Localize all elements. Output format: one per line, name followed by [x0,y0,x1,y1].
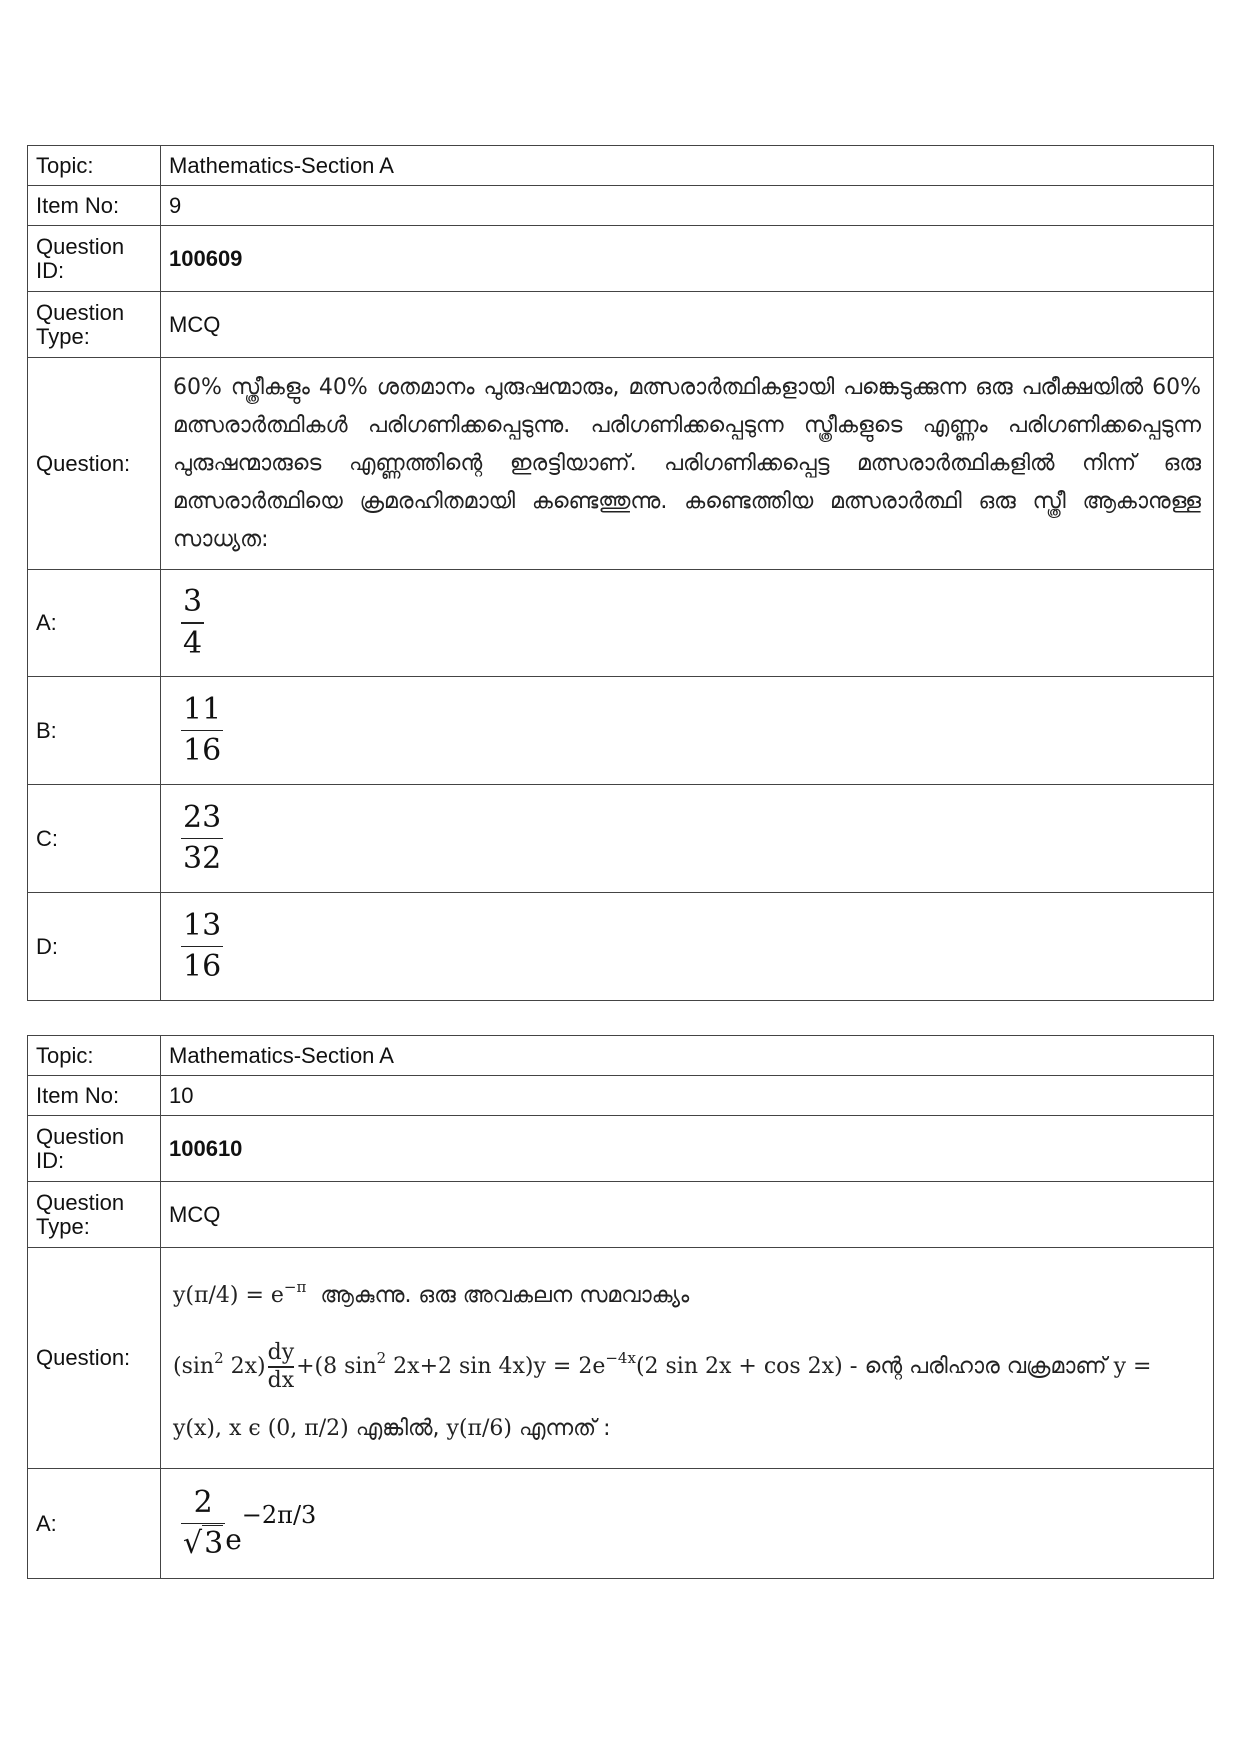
option-a-denominator: √3 [183,1526,224,1562]
option-a-fraction [181,582,204,664]
question-id-label: Question ID: [28,1116,161,1182]
item-no-label: Item No: [28,1076,161,1116]
option-c [161,785,1214,893]
domain-math: y(x), x ϵ (0, π/2) [173,1416,349,1441]
question-id-value: 100610 [161,1116,1214,1182]
question-line-3-text-2: എന്നത് : [511,1416,611,1441]
item-no-value: 9 [161,186,1214,226]
derivative-denominator: dx [267,1367,295,1393]
question-line-2-tail: y = [1113,1354,1152,1379]
question-id-label: Question ID: [28,226,161,292]
equation-exponent: −4x [605,1349,636,1367]
topic-label: Topic: [28,146,161,186]
question-label: Question: [28,1248,161,1469]
equation-2x: 2x) [223,1354,266,1379]
option-c-denominator: 32 [183,841,222,877]
option-a-label: A: [28,1469,161,1579]
equation-mid: +(8 sin [296,1354,377,1379]
option-c-numerator: 23 [183,799,222,835]
question-9-table [27,145,1214,1001]
option-a-expression [181,1483,1205,1565]
question-label: Question: [28,358,161,570]
topic-label: Topic: [28,1036,161,1076]
target-value-math: y(π/6) [446,1416,512,1441]
option-d-fraction [181,906,223,988]
question-line-1-text: ആകുന്നു. ഒരു അവകലന സമവാക്യം [320,1283,690,1308]
question-type-value: MCQ [161,1182,1214,1248]
derivative-fraction [268,1340,295,1393]
question-line-3 [173,1398,1201,1460]
option-a-numerator: 3 [183,584,203,620]
option-a-base: e [225,1522,242,1556]
initial-condition-exponent: −π [283,1278,307,1296]
question-line-1 [173,1256,1201,1327]
option-b-label: B: [28,677,161,785]
option-d-denominator: 16 [183,949,222,985]
question-text [161,1248,1214,1469]
question-type-label: Question Type: [28,1182,161,1248]
question-10-table [27,1035,1214,1579]
question-id-value: 100609 [161,226,1214,292]
option-c-label: C: [28,785,161,893]
option-a [161,570,1214,677]
option-a-label: A: [28,570,161,677]
question-type-value: MCQ [161,292,1214,358]
sqrt-radicand: 3 [204,1526,224,1562]
question-line-2-text: - ന്റെ പരിഹാര വക്രമാണ് [842,1354,1114,1379]
option-a-denominator: 4 [183,625,203,661]
option-b-numerator: 11 [183,691,222,727]
equation-end: (2 sin 2x + cos 2x) [635,1354,843,1379]
item-no-value: 10 [161,1076,1214,1116]
option-c-fraction [181,798,223,880]
option-d-label: D: [28,893,161,1001]
equation-sq-1: 2 [214,1349,224,1367]
question-line-3-text-1: എങ്കിൽ, [348,1416,447,1441]
equation-sq-2: 2 [376,1349,387,1367]
question-type-label: Question Type: [28,292,161,358]
item-no-label: Item No: [28,186,161,226]
option-a-fraction [181,1483,225,1565]
derivative-numerator: dy [267,1340,295,1366]
option-b-fraction [181,690,223,772]
equation-mid-2: 2x+2 sin 4x)y = 2e [386,1354,606,1379]
option-b-denominator: 16 [183,733,222,769]
option-d [161,893,1214,1001]
question-text: 60% സ്ത്രീകളും 40% ശതമാനം പുരുഷന്മാരും, മത്സരാർത്ഥികളായി പങ്കെടുക്കുന്ന ഒരു പരീക്ഷയിൽ 60% മത്സരാർത്ഥികൾ പരിഗണിക്കപ്പെടുന്നു. പരിഗണിക്കപ്പെടുന്ന സ്ത്രീകളുടെ എണ്ണം പരിഗണിക്കപ്പെടുന്ന പുരുഷന്മാരുടെ എണ്ണത്തിന്റെ ഇരട്ടിയാണ്. പരിഗണിക്കപ്പെട്ട മത്സരാർത്ഥികളിൽ നിന്ന് ഒരു മത്സരാർത്ഥിയെ ക്രമരഹിതമായി കണ്ടെത്തുന്നു. കണ്ടെത്തിയ മത്സരാർത്ഥി ഒരു സ്ത്രീ ആകാനുള്ള സാധ്യത: [161,358,1214,570]
option-a-numerator: 2 [193,1484,213,1520]
option-a-exponent: −2π/3 [241,1500,317,1529]
option-b [161,677,1214,785]
equation-open: (sin [173,1354,215,1379]
topic-value: Mathematics-Section A [161,146,1214,186]
option-d-numerator: 13 [183,907,222,943]
topic-value: Mathematics-Section A [161,1036,1214,1076]
option-a [161,1469,1214,1579]
question-line-2 [173,1327,1201,1398]
initial-condition: y(π/4) = e [173,1283,284,1308]
